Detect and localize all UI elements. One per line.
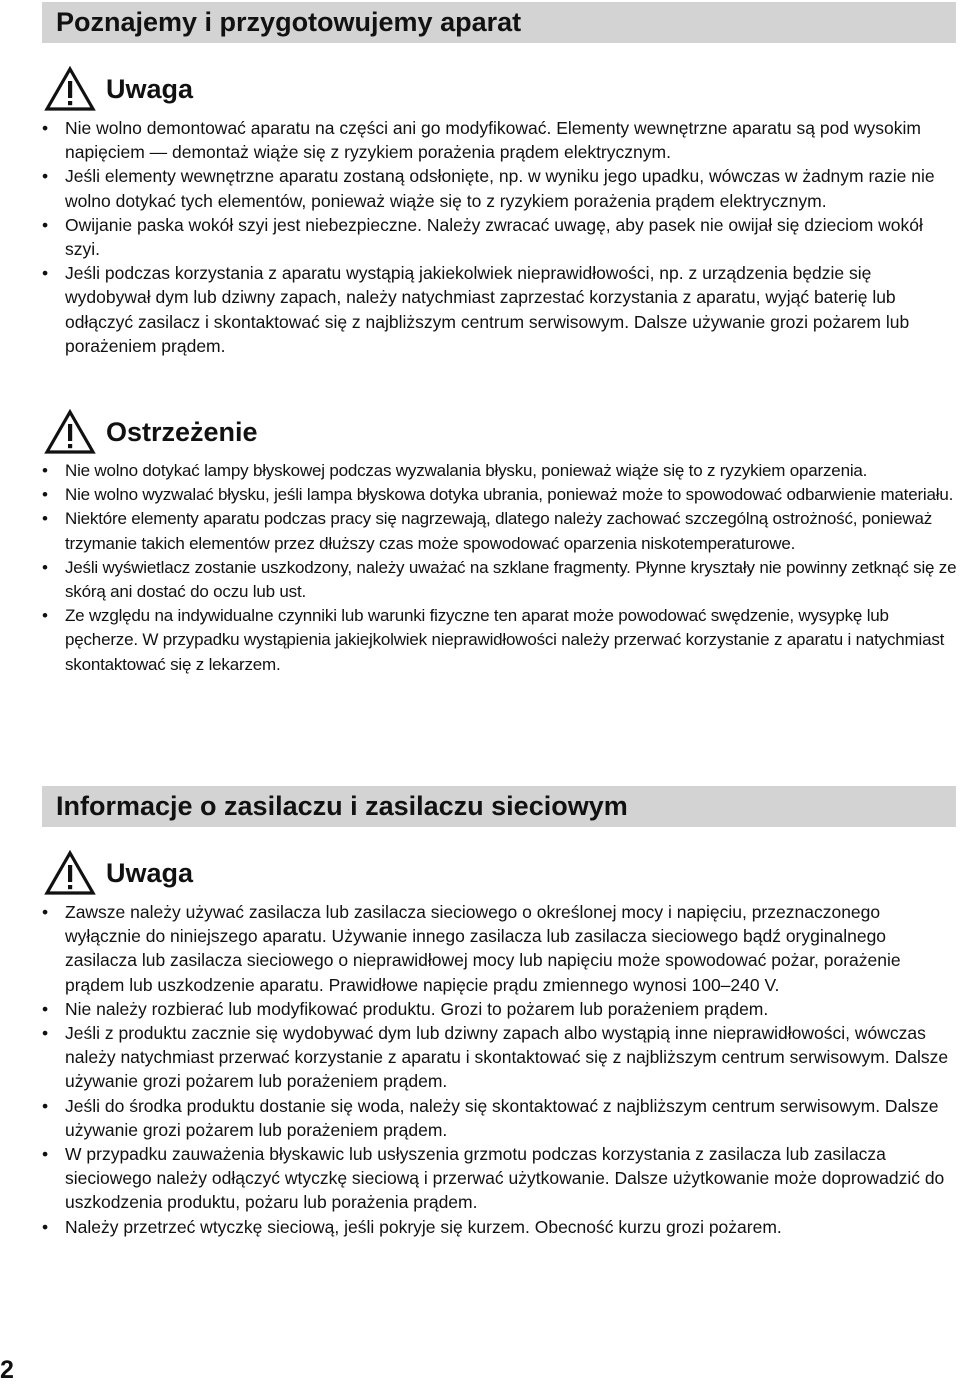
- caution-label: Uwaga: [106, 73, 194, 104]
- list-item: • Niektóre elementy aparatu podczas pracy się nagrzewają, dlatego należy zachować szczególną ostrożność, ponieważ trzymanie takich elementów przez dłuższy czas może spowodować oparzenia niskotemperaturowe.: [40, 507, 960, 555]
- list-item: • Jeśli do środka produktu dostanie się woda, należy się skontaktować z najbliższym centrum serwisowym. Dalsze używanie grozi pożarem lub porażeniem prądem.: [40, 1094, 960, 1142]
- list-item: • Zawsze należy używać zasilacza lub zasilacza sieciowego o określonej mocy i napięciu, przeznaczonego wyłącznie do niniejszego aparatu. Używanie innego zasilacza lub zasilacza sieciowego bądź oryginalnego zasilacza lub zasilacza sieciowego o nieprawidłowej mocy lub napięciu może spowodować pożar, porażenie prądem lub uszkodzenie aparatu. Prawidłowe napięcie prądu zmiennego wynosi 100–240 V.: [40, 900, 960, 997]
- page-number: 2: [0, 1356, 14, 1384]
- warning-triangle-icon: [44, 409, 96, 455]
- section-title-power-adapter: Informacje o zasilaczu i zasilaczu sieciowym: [42, 786, 956, 827]
- list-item: • Jeśli wyświetlacz zostanie uszkodzony, należy uważać na szklane fragmenty. Płynne kryształy nie powinny zetknąć się ze skórą ani dostać do oczu lub ust.: [40, 556, 960, 604]
- list-item: • Jeśli z produktu zacznie się wydobywać dym lub dziwny zapach albo wystąpią inne nieprawidłowości, wówczas należy natychmiast przerwać korzystanie z aparatu i skontaktować się z najbliższym centrum serwisowym. Dalsze używanie grozi pożarem lub porażeniem prądem.: [40, 1021, 960, 1094]
- list-item: • Nie wolno dotykać lampy błyskowej podczas wyzwalania błysku, ponieważ wiąże się to z ryzykiem oparzenia.: [40, 459, 960, 483]
- caution-list-camera: [40, 116, 960, 358]
- caution-heading: [44, 62, 193, 116]
- list-item: • Ze względu na indywidualne czynniki lub warunki fizyczne ten aparat może powodować swędzenie, wysypkę lub pęcherze. W przypadku wystąpienia jakiejkolwiek nieprawidłowości należy przerwać korzystanie z aparatu i natychmiast skontaktować się z lekarzem.: [40, 604, 960, 677]
- caution-list-power-adapter: [40, 900, 960, 1239]
- warning-list-camera: [40, 459, 960, 677]
- warning-triangle-icon: [44, 66, 96, 112]
- list-item: • Nie należy rozbierać lub modyfikować produktu. Grozi to pożarem lub porażeniem prądem.: [40, 997, 960, 1021]
- list-item: • W przypadku zauważenia błyskawic lub usłyszenia grzmotu podczas korzystania z zasilacza lub zasilacza sieciowego należy odłączyć wtyczkę sieciową i przerwać użytkowanie. Dalsze użytkowanie może doprowadzić do uszkodzenia produktu, pożaru lub porażenia prądem.: [40, 1142, 960, 1215]
- list-item: • Jeśli podczas korzystania z aparatu wystąpią jakiekolwiek nieprawidłowości, np. z urządzenia będzie się wydobywał dym lub dziwny zapach, należy natychmiast zaprzestać korzystania z aparatu, wyjąć baterię lub odłączyć zasilacz i skontaktować się z najbliższym centrum serwisowym. Dalsze używanie grozi pożarem lub porażeniem prądem.: [40, 261, 960, 358]
- warning-triangle-icon: [44, 850, 96, 896]
- list-item: • Należy przetrzeć wtyczkę sieciową, jeśli pokryje się kurzem. Obecność kurzu grozi pożarem.: [40, 1215, 960, 1239]
- list-item: • Nie wolno demontować aparatu na części ani go modyfikować. Elementy wewnętrzne aparatu są pod wysokim napięciem — demontaż wiąże się z ryzykiem porażenia prądem elektrycznym.: [40, 116, 960, 164]
- warning-label: Ostrzeżenie: [106, 416, 258, 447]
- caution-heading: [44, 846, 193, 900]
- caution-label: Uwaga: [106, 857, 194, 888]
- list-item: • Nie wolno wyzwalać błysku, jeśli lampa błyskowa dotyka ubrania, ponieważ może to spowodować odbarwienie materiału.: [40, 483, 960, 507]
- list-item: • Jeśli elementy wewnętrzne aparatu zostaną odsłonięte, np. w wyniku jego upadku, wówczas w żadnym razie nie wolno dotykać tych elementów, ponieważ wiąże się to z ryzykiem porażenia prądem elektrycznym.: [40, 164, 960, 212]
- list-item: • Owijanie paska wokół szyi jest niebezpieczne. Należy zwracać uwagę, aby pasek nie owijał się dzieciom wokół szyi.: [40, 213, 960, 261]
- warning-heading: [44, 405, 258, 459]
- section-title-camera: Poznajemy i przygotowujemy aparat: [42, 2, 956, 43]
